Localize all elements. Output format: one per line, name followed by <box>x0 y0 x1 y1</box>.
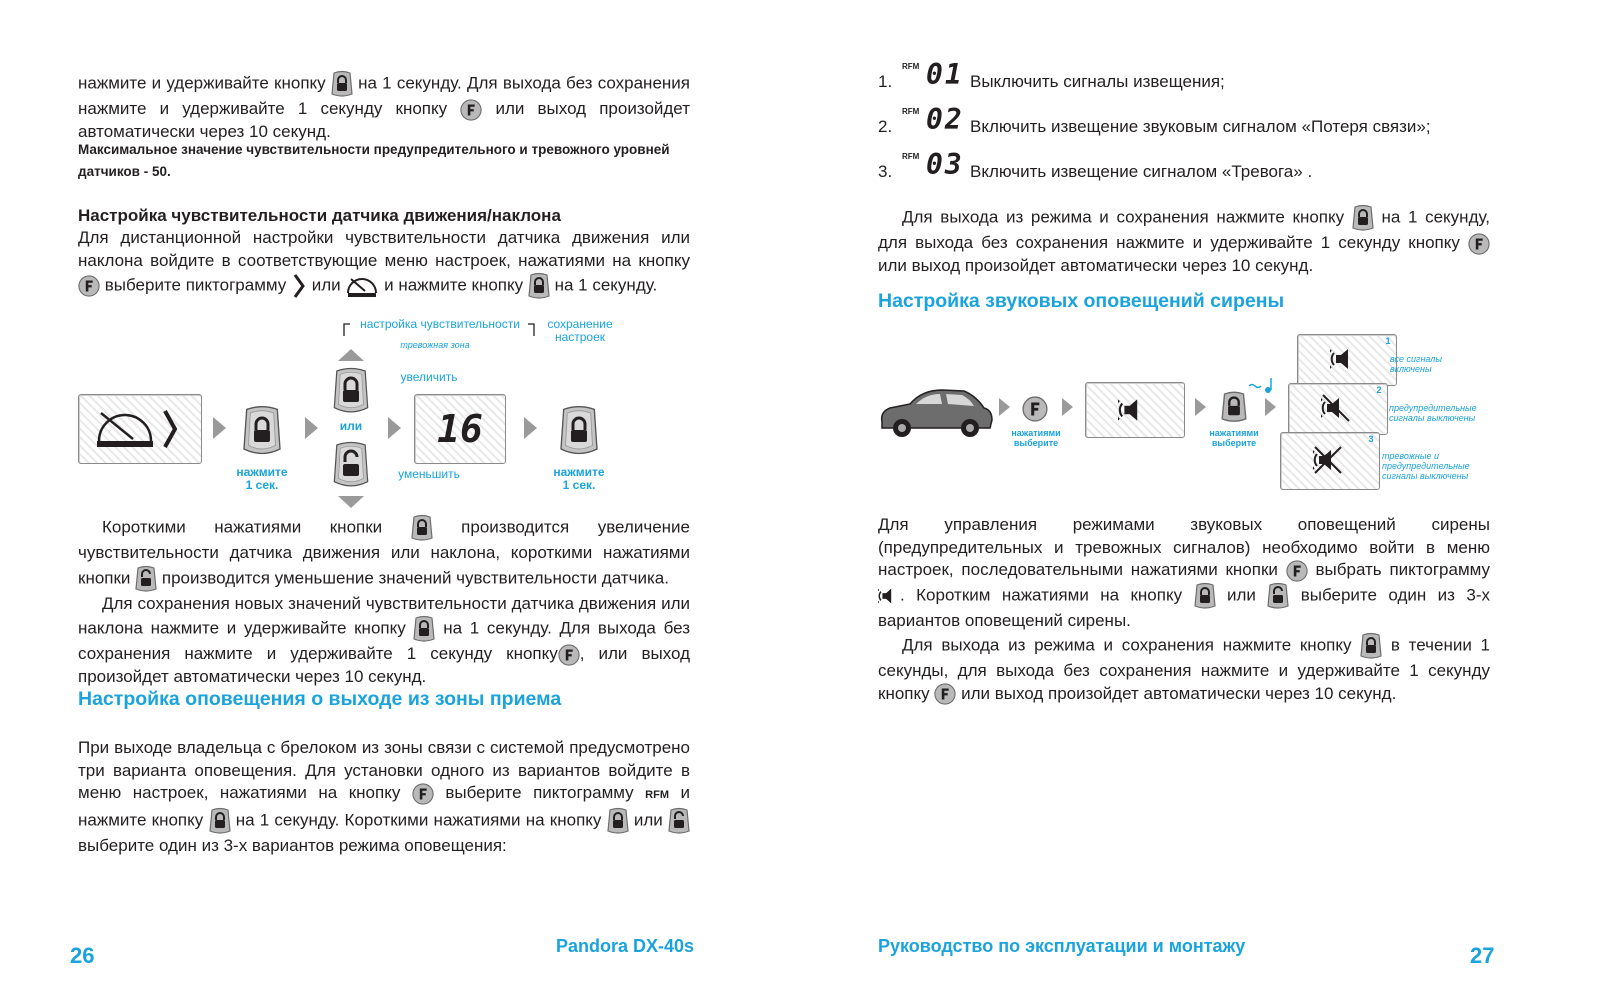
f-button-icon <box>1468 233 1490 255</box>
flow-arrow <box>1195 398 1206 416</box>
select-label: выберите <box>1013 438 1059 448</box>
text: на 1 секунду, для выхода без сохранения нажмите и удерживайте 1 секунду кнопку <box>878 207 1491 252</box>
lcd-code: 02 <box>926 103 964 136</box>
paragraph-adjust <box>78 514 690 688</box>
lock-button-icon <box>528 272 550 300</box>
option-number: 1 <box>1385 336 1391 346</box>
car-icon <box>876 382 996 442</box>
flow-arrow <box>213 417 226 439</box>
paragraph-zone <box>78 737 690 857</box>
bracket-icon <box>291 273 307 299</box>
one-sec-label: 1 сек. <box>562 478 596 492</box>
lock-button-icon <box>411 514 433 542</box>
text: производится уменьшение значений чувствительности датчика. <box>161 567 669 587</box>
option-number: 2 <box>1376 385 1382 395</box>
rfm-label: RFM <box>902 152 920 161</box>
press-label: нажатиями <box>1011 428 1061 438</box>
save-settings-label: сохранение настроек <box>547 317 613 344</box>
unlock-button-icon <box>668 807 690 835</box>
text: или выход произойдет автоматически через 10 секунд. <box>961 683 1397 703</box>
select-label: выберите <box>1211 438 1257 448</box>
text: Для управления режимами звуковых оповещений сирены (предупредительных и тревожных сигналов) необходимо войти в меню настроек, последовательными нажатиями кнопки <box>878 515 1490 579</box>
text: нажмите и удерживайте кнопку <box>78 73 326 93</box>
lock-button-icon <box>331 70 353 98</box>
rfm-label: RFM <box>902 62 920 71</box>
footer-title: Pandora DX-40s <box>556 936 695 956</box>
text: или <box>1226 585 1256 604</box>
speaker-muted-icon <box>1321 393 1351 423</box>
lock-button-icon <box>413 615 435 643</box>
up-arrow-icon <box>336 347 366 363</box>
text: выберите один из 3-х вариантов оповещений сирены. <box>878 585 1490 630</box>
text: Для дистанционной настройки чувствительности датчика движения или наклона войдите в соответствующие меню настроек, нажатиями на кнопку <box>78 228 690 270</box>
lcd-option-1 <box>1297 334 1397 386</box>
option-1-label: все сигналы включены <box>1390 354 1443 374</box>
text: выберите один из 3-х вариантов режима оповещения: <box>78 835 507 855</box>
paragraph-exit-save <box>878 204 1490 277</box>
text: Для выхода из режима и сохранения нажмите кнопку <box>902 207 1345 227</box>
text: на 1 секунду. Для выхода без сохранения нажмите и удерживайте 1 секунду кнопку <box>78 618 691 663</box>
decrease-label: уменьшить <box>398 467 460 481</box>
f-button-icon <box>558 644 580 666</box>
lcd-speaker <box>1085 382 1185 438</box>
lock-button-icon <box>1194 582 1216 610</box>
page-number: 27 <box>1470 943 1495 968</box>
unlock-button-icon <box>1267 582 1289 610</box>
heading-zone-alert: Настройка оповещения о выходе из зоны приема <box>78 688 562 710</box>
lock-button-icon <box>1352 204 1374 232</box>
lock-up-button[interactable] <box>331 366 371 416</box>
text: или <box>311 275 341 295</box>
alarm-zone-label: тревожная зона <box>400 340 470 350</box>
text: или <box>633 809 663 829</box>
item-text: Выключить сигналы извещения; <box>970 72 1225 91</box>
text: При выходе владельца с брелоком из зоны связи с системой предусмотрено три варианта оповещения. Для установки одного из вариантов войдите в меню настроек, нажатиями на кнопку <box>78 738 690 802</box>
text: Для выхода из режима и сохранения нажмите кнопку <box>902 635 1352 655</box>
flow-arrow <box>524 417 537 439</box>
f-button-icon <box>412 783 434 805</box>
text: выберите пиктограмму <box>445 783 634 802</box>
increase-label: увеличить <box>400 370 458 384</box>
item-number: 2. <box>878 117 893 136</box>
item-text: Включить извещение сигналом «Тревога» . <box>970 162 1313 181</box>
unlock-button-icon <box>135 565 157 593</box>
option-3-label: тревожные и предупредительные сигналы выключены <box>1382 451 1470 481</box>
flow-arrow <box>305 417 318 439</box>
sensitivity-value: 16 <box>437 407 483 451</box>
press-label: нажмите <box>553 465 605 479</box>
right-page <box>800 0 1600 1001</box>
text: Для сохранения новых значений чувствительности датчика движения или наклона нажмите и удерживайте кнопку <box>78 593 690 638</box>
lock-button-icon <box>209 807 231 835</box>
text: Короткими нажатиями кнопки <box>102 517 383 537</box>
option-number: 3 <box>1368 434 1374 444</box>
text: в течении 1 секунды, для выхода без сохранения нажмите и удерживайте 1 секунду кнопку <box>878 635 1490 703</box>
item-text: Включить извещение звуковым сигналом «Потеря связи»; <box>970 117 1431 136</box>
f-button-icon[interactable] <box>1022 396 1048 427</box>
f-button-icon <box>1286 560 1308 582</box>
paragraph-exit-save <box>78 70 690 143</box>
f-button-icon <box>934 683 956 705</box>
lcd-speedometer <box>78 394 202 464</box>
lcd-code: 03 <box>926 148 964 181</box>
lcd-value <box>414 394 506 464</box>
speaker-icon <box>878 585 900 607</box>
sensitivity-label: настройка чувствительности <box>360 317 520 331</box>
max-sensitivity-note: Максимальное значение чувствительности предупредительного и тревожного уровней датчиков - 50. <box>78 142 670 179</box>
text: . Коротким нажатиями на кнопку <box>900 585 1183 604</box>
item-number: 3. <box>878 162 893 181</box>
heading-siren: Настройка звуковых оповещений сирены <box>878 290 1285 312</box>
or-label: или <box>339 419 363 433</box>
f-button-icon <box>460 99 482 121</box>
speedometer-icon <box>79 395 201 463</box>
lock-button-icon <box>607 807 629 835</box>
text: на 1 секунду. <box>554 275 658 295</box>
text: или выход произойдет автоматически через 10 секунд. <box>878 255 1314 275</box>
lock-fob-button <box>242 404 282 458</box>
lcd-code: 01 <box>926 58 964 91</box>
speaker-icon <box>1118 394 1150 426</box>
down-arrow-icon <box>336 494 366 510</box>
text: выберите пиктограмму <box>104 275 287 295</box>
lock-button-icon <box>1360 632 1382 660</box>
flow-arrow <box>1062 398 1073 416</box>
heading-motion-sensor: Настройка чувствительности датчика движения/наклона <box>78 206 561 225</box>
footer-title: Руководство по эксплуатации и монтажу <box>878 936 1246 956</box>
paragraph-siren <box>878 514 1490 705</box>
text: на 1 секунду. Для выхода без сохранения нажмите и удерживайте 1 секунду кнопку <box>78 73 690 118</box>
music-note-icon <box>1247 376 1277 396</box>
one-sec-label: 1 сек. <box>245 478 279 492</box>
flow-arrow <box>388 417 401 439</box>
f-button-icon <box>78 275 100 297</box>
paragraph-motion-intro <box>78 227 690 300</box>
rfm-label: RFM <box>902 107 920 116</box>
press-label: нажатиями <box>1209 428 1259 438</box>
item-number: 1. <box>878 72 893 91</box>
text: на 1 секунду. Короткими нажатиями на кнопку <box>235 809 602 829</box>
text: и нажмите кнопку <box>384 275 524 295</box>
flow-arrow <box>1265 398 1276 416</box>
option-2-label: предупредительные сигналы выключены <box>1389 403 1477 423</box>
rfm-icon: RFM <box>645 789 669 801</box>
speaker-icon <box>1330 344 1360 374</box>
lcd-option-2 <box>1288 383 1388 435</box>
text: выбрать пиктограмму <box>1315 560 1491 579</box>
speedometer-icon <box>345 273 379 299</box>
unlock-down-button[interactable] <box>331 440 371 490</box>
page-number: 26 <box>70 943 95 968</box>
speaker-muted-icon <box>1313 445 1343 475</box>
lock-save-button <box>559 404 599 458</box>
text: , или выход произойдет автоматически через 10 секунд. <box>78 644 691 686</box>
text: производится увеличение чувствительности датчика движения или наклона, короткими нажатиями кнопки <box>78 517 690 587</box>
flow-arrow <box>999 398 1010 416</box>
text: и нажмите кнопку <box>78 783 690 829</box>
press-label: нажмите <box>236 465 288 479</box>
lcd-option-3 <box>1280 432 1380 490</box>
text: или выход произойдет автоматически через 10 секунд. <box>78 99 690 141</box>
lock-button-icon[interactable] <box>1221 390 1247 429</box>
